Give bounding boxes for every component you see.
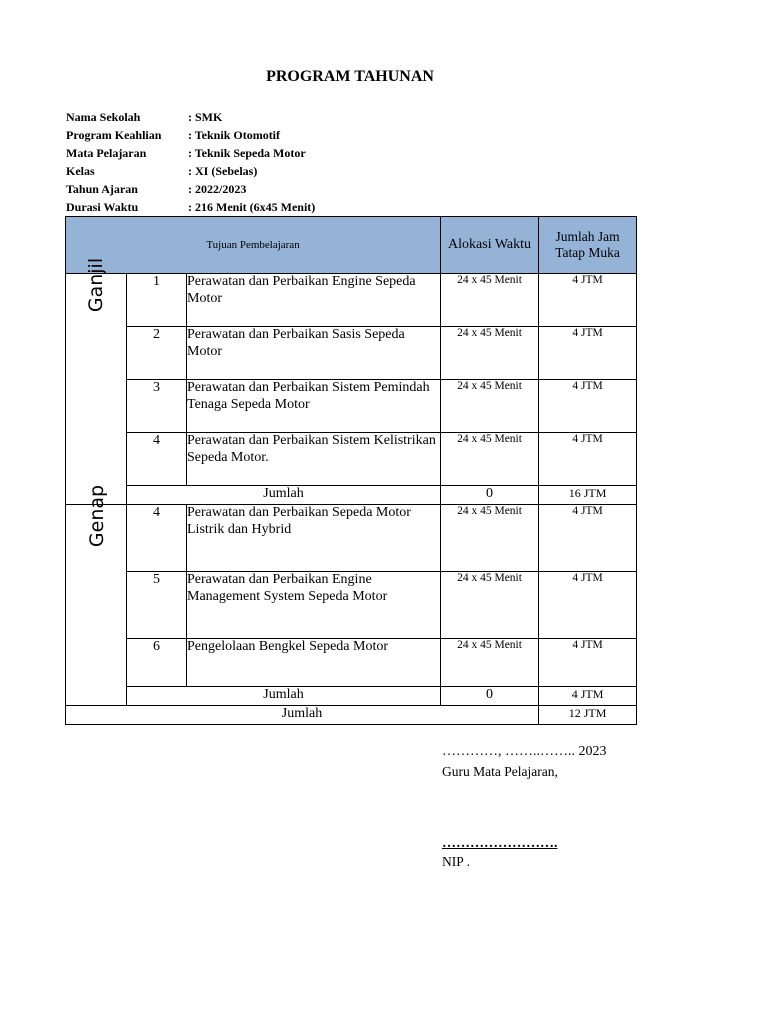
row-description: Perawatan dan Perbaikan Engine Management System Sepeda Motor (187, 572, 441, 639)
row-jtm: 4 JTM (539, 505, 637, 572)
row-number: 5 (127, 572, 187, 639)
row-description: Perawatan dan Perbaikan Sepeda Motor Listrik dan Hybrid (187, 505, 441, 572)
subtotal-row (66, 687, 637, 706)
subtotal-jtm: 4 JTM (539, 687, 637, 706)
row-number: 4 (127, 433, 187, 486)
signature-role: Guru Mata Pelajaran, (442, 764, 558, 779)
row-alokasi: 24 x 45 Menit (441, 639, 539, 687)
info-label: Tahun Ajaran (66, 182, 138, 196)
table-row (66, 433, 637, 486)
info-label: Kelas (66, 164, 95, 178)
semester-label: Ganjil (85, 257, 107, 313)
program-table (65, 216, 637, 725)
table-row (66, 327, 637, 380)
signature-nip: NIP . (442, 854, 471, 869)
row-description: Pengelolaan Bengkel Sepeda Motor (187, 639, 441, 687)
header-row (66, 217, 637, 274)
row-alokasi: 24 x 45 Menit (441, 433, 539, 486)
info-value: : 216 Menit (6x45 Menit) (188, 200, 316, 214)
row-number: 1 (127, 274, 187, 327)
row-number: 3 (127, 380, 187, 433)
row-alokasi: 24 x 45 Menit (441, 274, 539, 327)
row-alokasi: 24 x 45 Menit (441, 505, 539, 572)
info-label: Mata Pelajaran (66, 146, 147, 160)
info-label: Durasi Waktu (66, 200, 139, 214)
info-row (66, 182, 315, 200)
row-jtm: 4 JTM (539, 274, 637, 327)
signature-name: ……………………. (442, 836, 558, 851)
info-row (66, 128, 315, 146)
info-value: : 2022/2023 (188, 182, 247, 196)
info-value: : Teknik Otomotif (188, 128, 281, 142)
info-label: Nama Sekolah (66, 110, 141, 124)
page-title: PROGRAM TAHUNAN (266, 68, 434, 85)
table-row (66, 572, 637, 639)
total-label: Jumlah (66, 706, 539, 725)
header-jumlah-jam: Jumlah Jam Tatap Muka (539, 217, 637, 274)
row-jtm: 4 JTM (539, 639, 637, 687)
table-row (66, 505, 637, 572)
row-number: 4 (127, 505, 187, 572)
semester-ganjil (66, 257, 127, 505)
total-row (66, 706, 637, 725)
subtotal-row (66, 486, 637, 505)
row-jtm: 4 JTM (539, 327, 637, 380)
total-jtm: 12 JTM (539, 706, 637, 725)
row-description: Perawatan dan Perbaikan Engine Sepeda Motor (187, 274, 441, 327)
row-alokasi: 24 x 45 Menit (441, 380, 539, 433)
signature-block (442, 744, 607, 869)
table-row (66, 380, 637, 433)
row-jtm: 4 JTM (539, 572, 637, 639)
row-number: 2 (127, 327, 187, 380)
semester-label: Genap (86, 484, 109, 548)
row-alokasi: 24 x 45 Menit (441, 572, 539, 639)
row-jtm: 4 JTM (539, 433, 637, 486)
info-label: Program Keahlian (66, 128, 162, 142)
subtotal-label: Jumlah (127, 687, 441, 706)
semester-genap (66, 484, 127, 706)
info-row (66, 146, 315, 164)
table-row (66, 639, 637, 687)
info-value: : XI (Sebelas) (188, 164, 258, 178)
info-value: : Teknik Sepeda Motor (188, 146, 306, 160)
row-description: Perawatan dan Perbaikan Sistem Pemindah Tenaga Sepeda Motor (187, 380, 441, 433)
info-value: : SMK (188, 110, 223, 124)
subtotal-alokasi: 0 (441, 486, 539, 505)
row-number: 6 (127, 639, 187, 687)
row-description: Perawatan dan Perbaikan Sistem Kelistrikan Sepeda Motor. (187, 433, 441, 486)
subtotal-alokasi: 0 (441, 687, 539, 706)
subtotal-label: Jumlah (127, 486, 441, 505)
header-alokasi: Alokasi Waktu (441, 217, 539, 274)
table-row (66, 274, 637, 327)
row-jtm: 4 JTM (539, 380, 637, 433)
header-tujuan: Tujuan Pembelajaran (66, 217, 441, 274)
identity-info (66, 110, 315, 218)
signature-date: …………, ……..…….. 2023 (442, 744, 607, 759)
subtotal-jtm: 16 JTM (539, 486, 637, 505)
info-row (66, 164, 315, 182)
info-row (66, 110, 315, 128)
row-description: Perawatan dan Perbaikan Sasis Sepeda Motor (187, 327, 441, 380)
row-alokasi: 24 x 45 Menit (441, 327, 539, 380)
